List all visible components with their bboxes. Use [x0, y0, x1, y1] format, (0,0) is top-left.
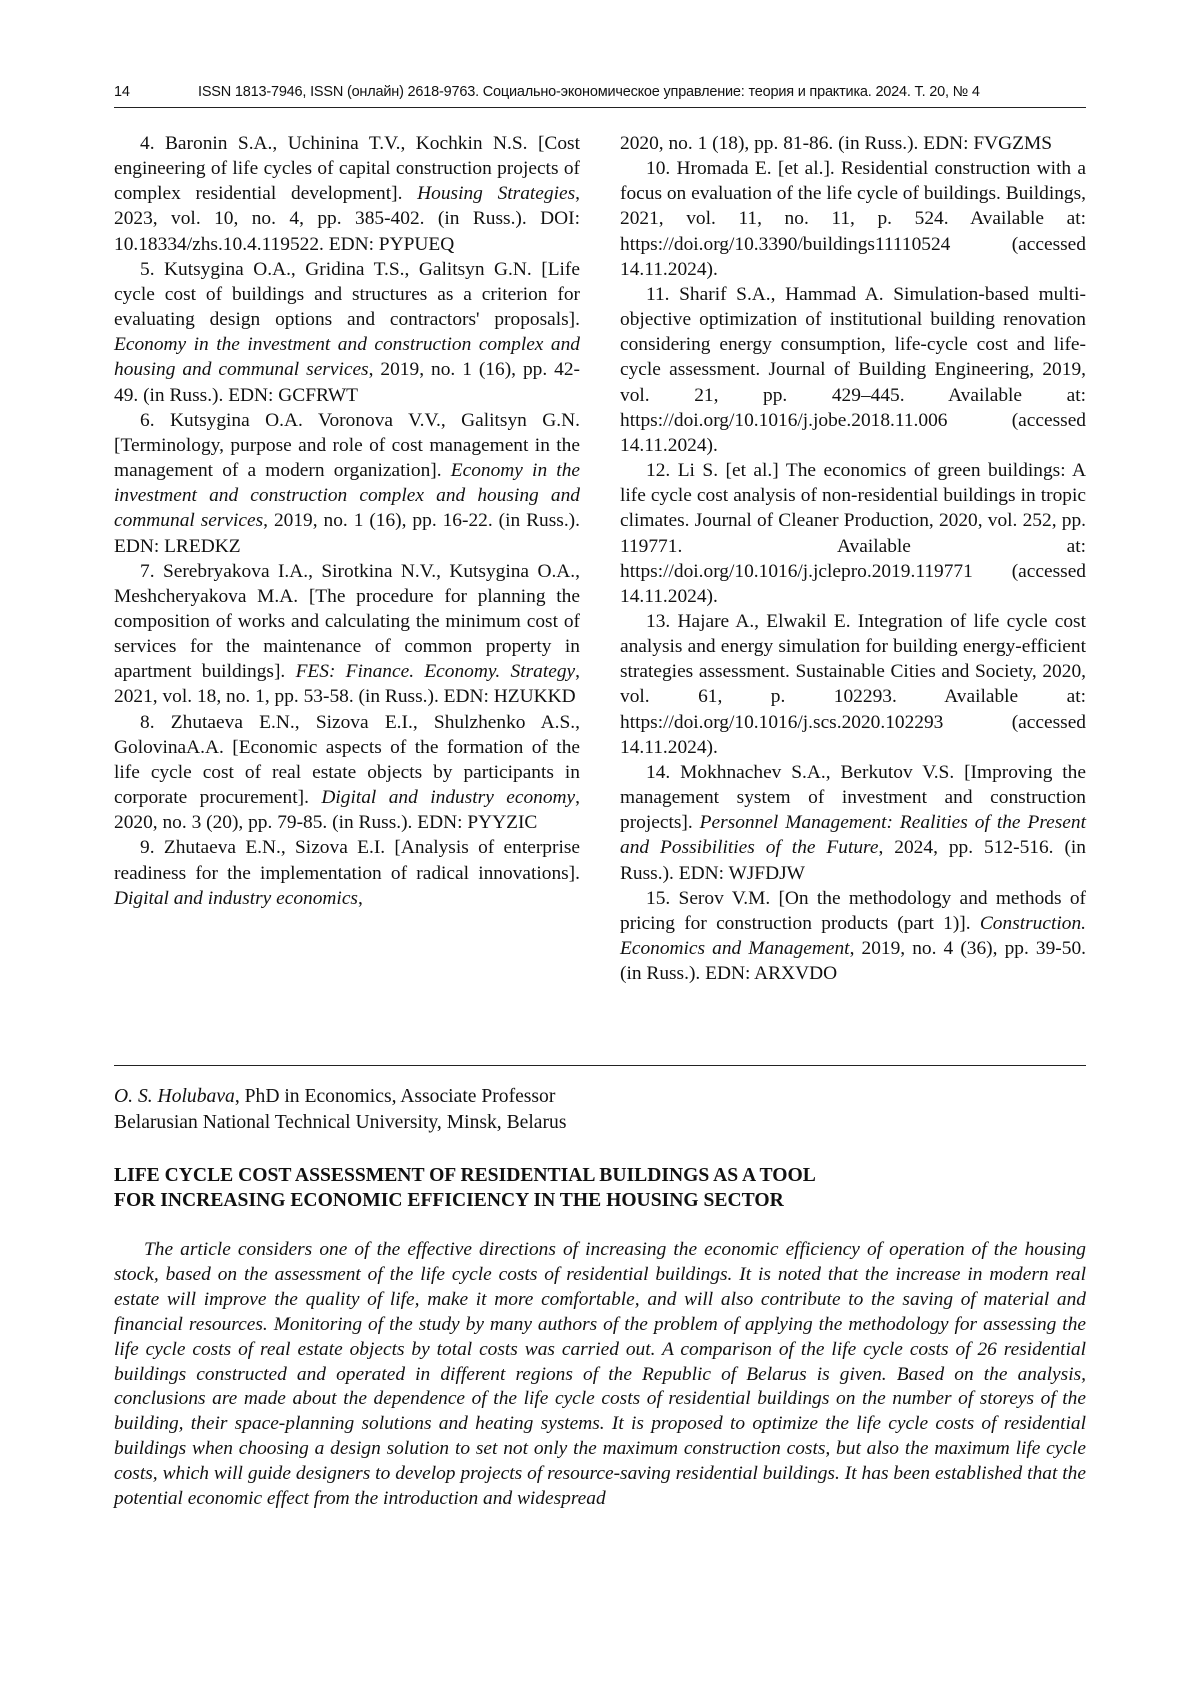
- reference-ref-12: [620, 458, 1086, 609]
- reference-ref-13: [620, 609, 1086, 760]
- author-block: [114, 1084, 1086, 1136]
- reference-text: , 2024, pp. 512-516. (in Russ.). EDN: WJFDJW: [620, 837, 1087, 884]
- reference-ref-7: [114, 559, 580, 710]
- reference-text: 9. Zhutaeva E.N., Sizova E.I. [Analysis of enterprise readiness for the implementation of radical innovations].: [114, 837, 580, 884]
- reference-ref-10: [620, 156, 1086, 282]
- references-columns: [114, 131, 1086, 986]
- article-abstract: The article considers one of the effective directions of increasing the economic efficiency of operation of the housing stock, based on the assessment of the life cycle costs of residential buildings. It is noted that the increase in modern real estate will improve the quality of life, make it more comfortable, and will also contribute to the saving of material and financial resources. Monitoring of the study by many authors of the problem of applying the methodology for assessing the life cycle costs of real estate objects by total costs was carried out. A comparison of the life cycle costs of 26 residential buildings constructed and operated in different regions of the Republic of Belarus is given. Based on the analysis, conclusions are made about the dependence of the life cycle costs of residential buildings on the number of storeys of the building, their space-planning solutions and heating systems. It is proposed to optimize the life cycle costs of residential buildings when choosing a design solution to set not only the maximum construction costs, but also the maximum life cycle costs, which will guide designers to develop projects of resource-saving residential buildings. It has been established that the potential economic effect from the introduction and widespread: [114, 1239, 1086, 1510]
- reference-text: , 2019, no. 1 (16), pp. 16-22. (in Russ.). EDN: LREDKZ: [114, 510, 580, 557]
- reference-text: ,: [357, 887, 363, 909]
- reference-text: , 2023, vol. 10, no. 4, pp. 385-402. (in Russ.). DOI: 10.18334/zhs.10.4.119522. EDN: PYPUEQ: [114, 183, 580, 255]
- references-left-column: [114, 131, 580, 986]
- reference-text: 11. Sharif S.A., Hammad A. Simulation-based multi-objective optimization of institutional building renovation considering energy consumption, life-cycle cost and life-cycle assessment. Journal of Building Engineering, 2019, vol. 21, pp. 429–445. Available at: https://doi.org/10.1016/j.jobe.2018.11.006 (accessed 14.11.2024).: [620, 283, 1086, 456]
- reference-ref-5: [114, 257, 580, 408]
- page-number: 14: [114, 84, 130, 100]
- reference-text: 15. Serov V.M. [On the methodology and methods of pricing for construction products (part 1)].: [620, 887, 1086, 934]
- reference-text: 13. Hajare A., Elwakil E. Integration of life cycle cost analysis and energy simulation for building energy-efficient strategies assessment. Sustainable Cities and Society, 2020, vol. 61, p. 102293. Available at: https://doi.org/10.1016/j.scs.2020.102293 (accessed 14.11.2024).: [620, 610, 1086, 758]
- header-rule: [114, 107, 1086, 108]
- author-degree: , PhD in Economics, Associate Professor: [234, 1086, 556, 1107]
- reference-ref-9-cont: [620, 131, 1086, 156]
- reference-text: 2020, no. 1 (18), pp. 81-86. (in Russ.). EDN: FVGZMS: [620, 133, 1052, 154]
- reference-source-title: Personnel Management: Realities of the Present and Possibilities of the Future: [620, 812, 1086, 859]
- section-divider: [114, 1065, 1086, 1066]
- reference-text: , 2020, no. 3 (20), pp. 79-85. (in Russ.). EDN: PYYZIC: [114, 787, 580, 834]
- references-right-column: [620, 131, 1086, 986]
- article-title-line-1: LIFE CYCLE COST ASSESSMENT OF RESIDENTIAL BUILDINGS AS A TOOL: [114, 1165, 816, 1186]
- reference-source-title: Digital and industry economy: [321, 787, 576, 809]
- reference-text: 7. Serebryakova I.A., Sirotkina N.V., Kutsygina O.A., Meshcheryakova M.A. [The procedure for planning the composition of works and calculating the minimum cost of services for the maintenance of common property in apartment buildings].: [114, 560, 580, 683]
- reference-text: 8. Zhutaeva E.N., Sizova E.I., Shulzhenko A.S., GolovinaA.A. [Economic aspects of the formation of the life cycle cost of real estate objects by participants in corporate procurement].: [114, 711, 580, 809]
- reference-ref-6: [114, 408, 580, 559]
- article-title-line-2: FOR INCREASING ECONOMIC EFFICIENCY IN THE HOUSING SECTOR: [114, 1190, 784, 1211]
- reference-ref-9: [114, 835, 580, 910]
- reference-text: 4. Baronin S.A., Uchinina T.V., Kochkin N.S. [Cost engineering of life cycles of capital construction projects of complex residential development].: [114, 133, 580, 205]
- reference-text: , 2021, vol. 18, no. 1, pp. 53-58. (in Russ.). EDN: HZUKKD: [114, 661, 580, 708]
- reference-source-title: Digital and industry economics: [114, 887, 358, 909]
- reference-source-title: Housing Strategies: [417, 183, 576, 205]
- reference-ref-4: [114, 131, 580, 257]
- reference-text: 14. Mokhnachev S.A., Berkutov V.S. [Improving the management system of investment and construction projects].: [620, 761, 1086, 834]
- reference-text: 5. Kutsygina O.A., Gridina T.S., Galitsyn G.N. [Life cycle cost of buildings and structures as a criterion for evaluating design options and contractors' proposals].: [114, 258, 580, 331]
- reference-text: 6. Kutsygina O.A. Voronova V.V., Galitsyn G.N. [Terminology, purpose and role of cost management in the management of a modern organization].: [114, 409, 580, 482]
- reference-source-title: Construction. Economics and Management: [620, 912, 1086, 959]
- reference-ref-15: [620, 886, 1086, 987]
- author-name: O. S. Holubava: [114, 1086, 235, 1107]
- author-affiliation: Belarusian National Technical University, Minsk, Belarus: [114, 1112, 567, 1133]
- article-title: [114, 1163, 1086, 1213]
- reference-ref-14: [620, 760, 1086, 886]
- reference-text: , 2019, no. 4 (36), pp. 39-50. (in Russ.). EDN: ARXVDO: [620, 938, 1086, 985]
- reference-text: 12. Li S. [et al.] The economics of green buildings: A life cycle cost analysis of non-residential buildings in tropic climates. Journal of Cleaner Production, 2020, vol. 252, pp. 119771. Available at: https://doi.org/10.1016/j.jclepro.2019.119771 (accessed 14.11.2024).: [620, 460, 1086, 607]
- running-header: [114, 84, 1084, 100]
- reference-ref-11: [620, 282, 1086, 458]
- reference-text: 10. Hromada E. [et al.]. Residential construction with a focus on evaluation of the life cycle of buildings. Buildings, 2021, vol. 11, no. 11, p. 524. Available at: https://doi.org/10.3390/buildings11110524 (accessed 14.11.2024).: [620, 158, 1086, 280]
- reference-source-title: Economy in the investment and construction complex and housing and communal services: [114, 460, 580, 532]
- reference-text: , 2019, no. 1 (16), pp. 42-49. (in Russ.). EDN: GCFRWT: [114, 359, 580, 406]
- reference-ref-8: [114, 710, 580, 836]
- reference-source-title: FES: Finance. Economy. Strategy: [295, 661, 576, 683]
- journal-issn-line: ISSN 1813-7946, ISSN (онлайн) 2618-9763. Социально-экономическое управление: теория и практика. 2024. Т. 20, № 4: [198, 84, 980, 100]
- author-line: [114, 1084, 1086, 1110]
- reference-source-title: Economy in the investment and construction complex and housing and communal services: [114, 334, 580, 381]
